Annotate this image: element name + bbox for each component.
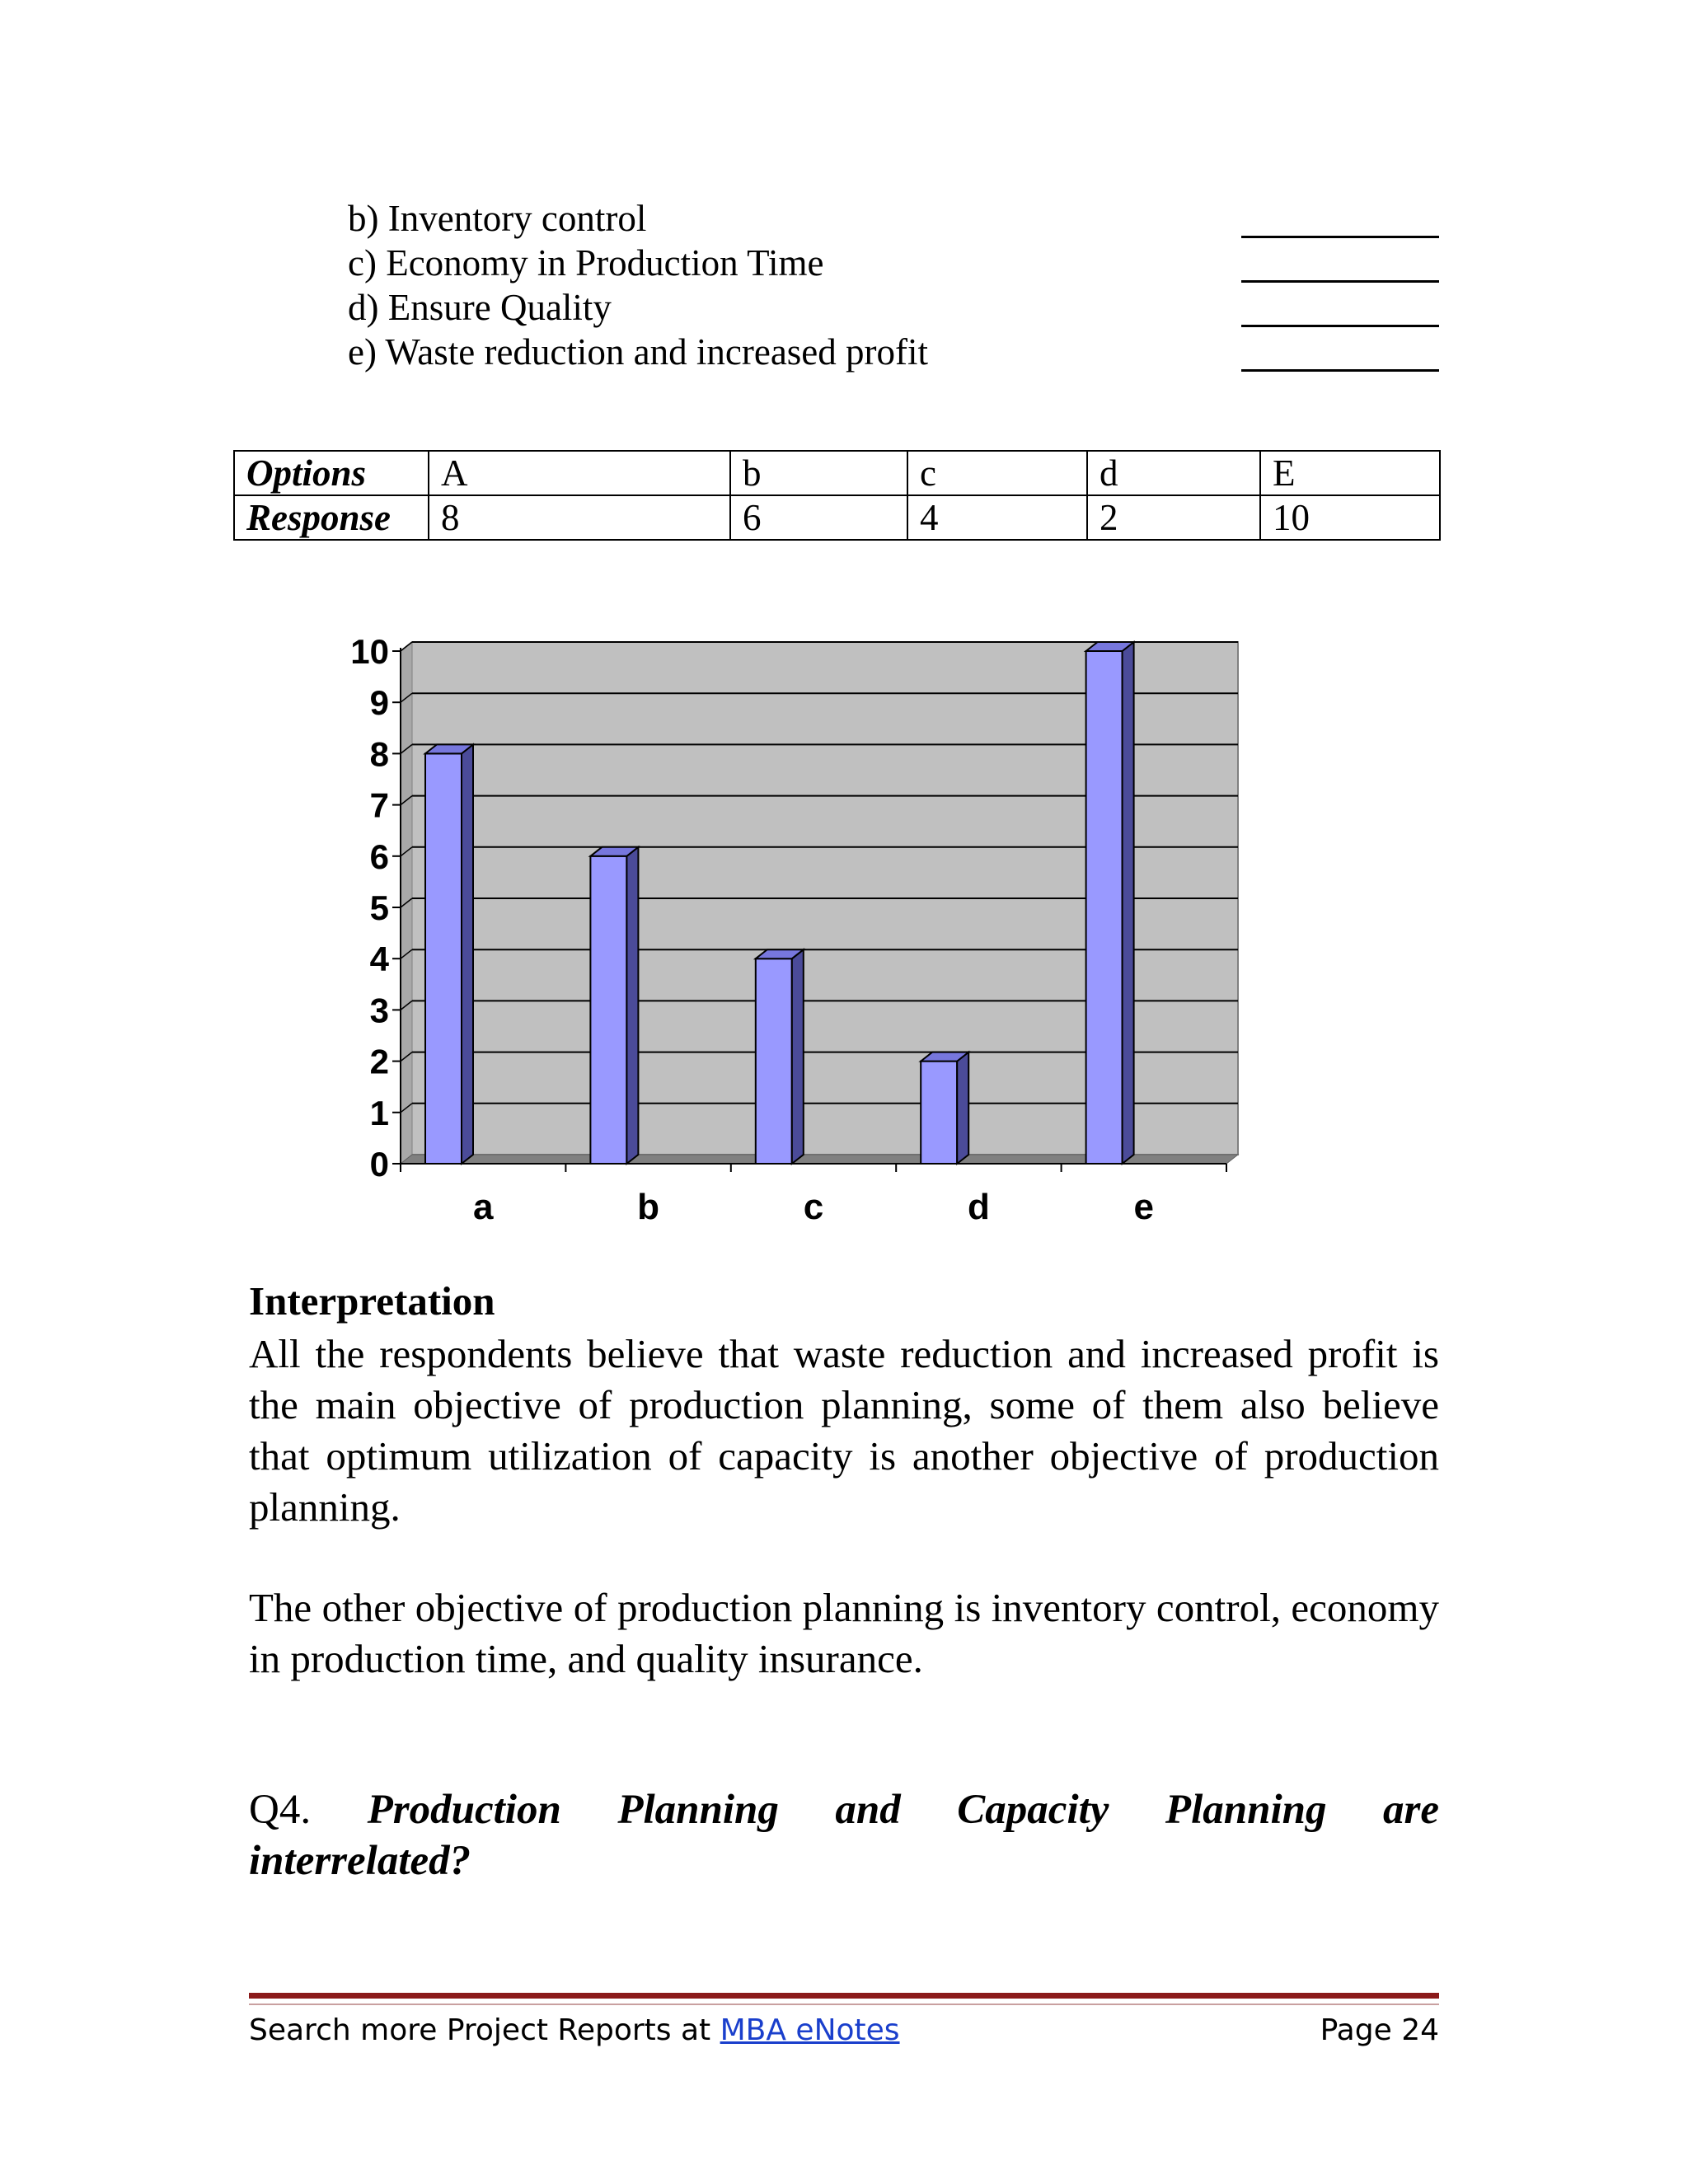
bar-side: [462, 744, 473, 1164]
bar: [590, 856, 626, 1164]
option-label: e) Waste reduction and increased profit: [348, 331, 929, 373]
options-list: [348, 196, 1440, 374]
response-table: [233, 450, 1441, 541]
footer-text: [249, 2008, 900, 2054]
table-cell: E: [1260, 451, 1440, 495]
footer-prefix: Search more Project Reports at: [249, 2013, 720, 2047]
question-text-cont: interrelated?: [249, 1838, 471, 1884]
interpretation-paragraph: All the respondents believe that waste reduction and increased profit is the main objective of production planning, some of them also believe that optimum utilization of capacity is another objective of production planning.: [249, 1331, 1439, 1530]
option-label: b) Inventory control: [348, 198, 647, 239]
table-cell: 8: [429, 495, 730, 540]
table-cell: A: [429, 451, 730, 495]
option-item: [348, 196, 1440, 241]
footer-divider-thin: [249, 2004, 1439, 2005]
option-item: [348, 285, 1440, 330]
question-number: Q4.: [249, 1787, 312, 1833]
table-cell: c: [907, 451, 1087, 495]
table-cell: 6: [730, 495, 907, 540]
row-header-options: Options: [234, 451, 429, 495]
y-tick-label: 8: [369, 734, 389, 774]
interpretation-heading: Interpretation: [249, 1278, 495, 1324]
answer-blank-line: [1241, 236, 1439, 238]
row-header-response: Response: [234, 495, 429, 540]
y-tick-label: 6: [369, 837, 389, 876]
footer-divider: [249, 1993, 1439, 1999]
y-tick-label: 7: [369, 785, 389, 825]
option-label: c) Economy in Production Time: [348, 242, 824, 284]
y-tick-label: 1: [369, 1093, 389, 1132]
y-tick-label: 2: [369, 1042, 389, 1081]
answer-blank-line: [1241, 369, 1439, 372]
page-footer: [249, 2008, 1439, 2054]
x-tick-label: a: [472, 1187, 494, 1227]
table-cell: b: [730, 451, 907, 495]
option-label: d) Ensure Quality: [348, 287, 612, 328]
y-tick-label: 9: [369, 683, 389, 723]
bar-side: [957, 1052, 968, 1164]
table-cell: d: [1087, 451, 1260, 495]
y-tick-label: 3: [369, 991, 389, 1030]
bar-side: [626, 847, 638, 1164]
bar: [921, 1062, 957, 1164]
bar: [1086, 651, 1123, 1164]
table-row-options: [234, 451, 1440, 495]
x-tick-label: c: [803, 1187, 824, 1227]
answer-blank-line: [1241, 280, 1439, 283]
bar-chart: [313, 626, 1261, 1253]
bar: [425, 753, 462, 1164]
interpretation-paragraph: The other objective of production planning is inventory control, economy in production time, and quality insurance.: [249, 1585, 1439, 1681]
page-number: Page 24: [1320, 2013, 1439, 2047]
bar: [756, 958, 792, 1164]
y-tick-label: 5: [369, 888, 389, 927]
table-row-response: [234, 495, 1440, 540]
option-item: [348, 330, 1440, 374]
x-tick-label: e: [1133, 1187, 1155, 1227]
y-tick-label: 4: [369, 940, 389, 979]
x-tick-label: b: [637, 1187, 660, 1227]
bar-side: [1123, 642, 1134, 1164]
y-tick-label: 10: [350, 632, 389, 671]
x-tick-label: d: [967, 1187, 990, 1227]
table-cell: 2: [1087, 495, 1260, 540]
table-cell: 4: [907, 495, 1087, 540]
option-item: [348, 241, 1440, 285]
bar-side: [792, 949, 804, 1164]
question-q4: [249, 1784, 1439, 1886]
y-tick-label: 0: [369, 1145, 389, 1183]
question-text: Production Planning and Capacity Planning are: [367, 1787, 1440, 1833]
footer-link[interactable]: MBA eNotes: [720, 2013, 900, 2047]
table-cell: 10: [1260, 495, 1440, 540]
answer-blank-line: [1241, 325, 1439, 327]
